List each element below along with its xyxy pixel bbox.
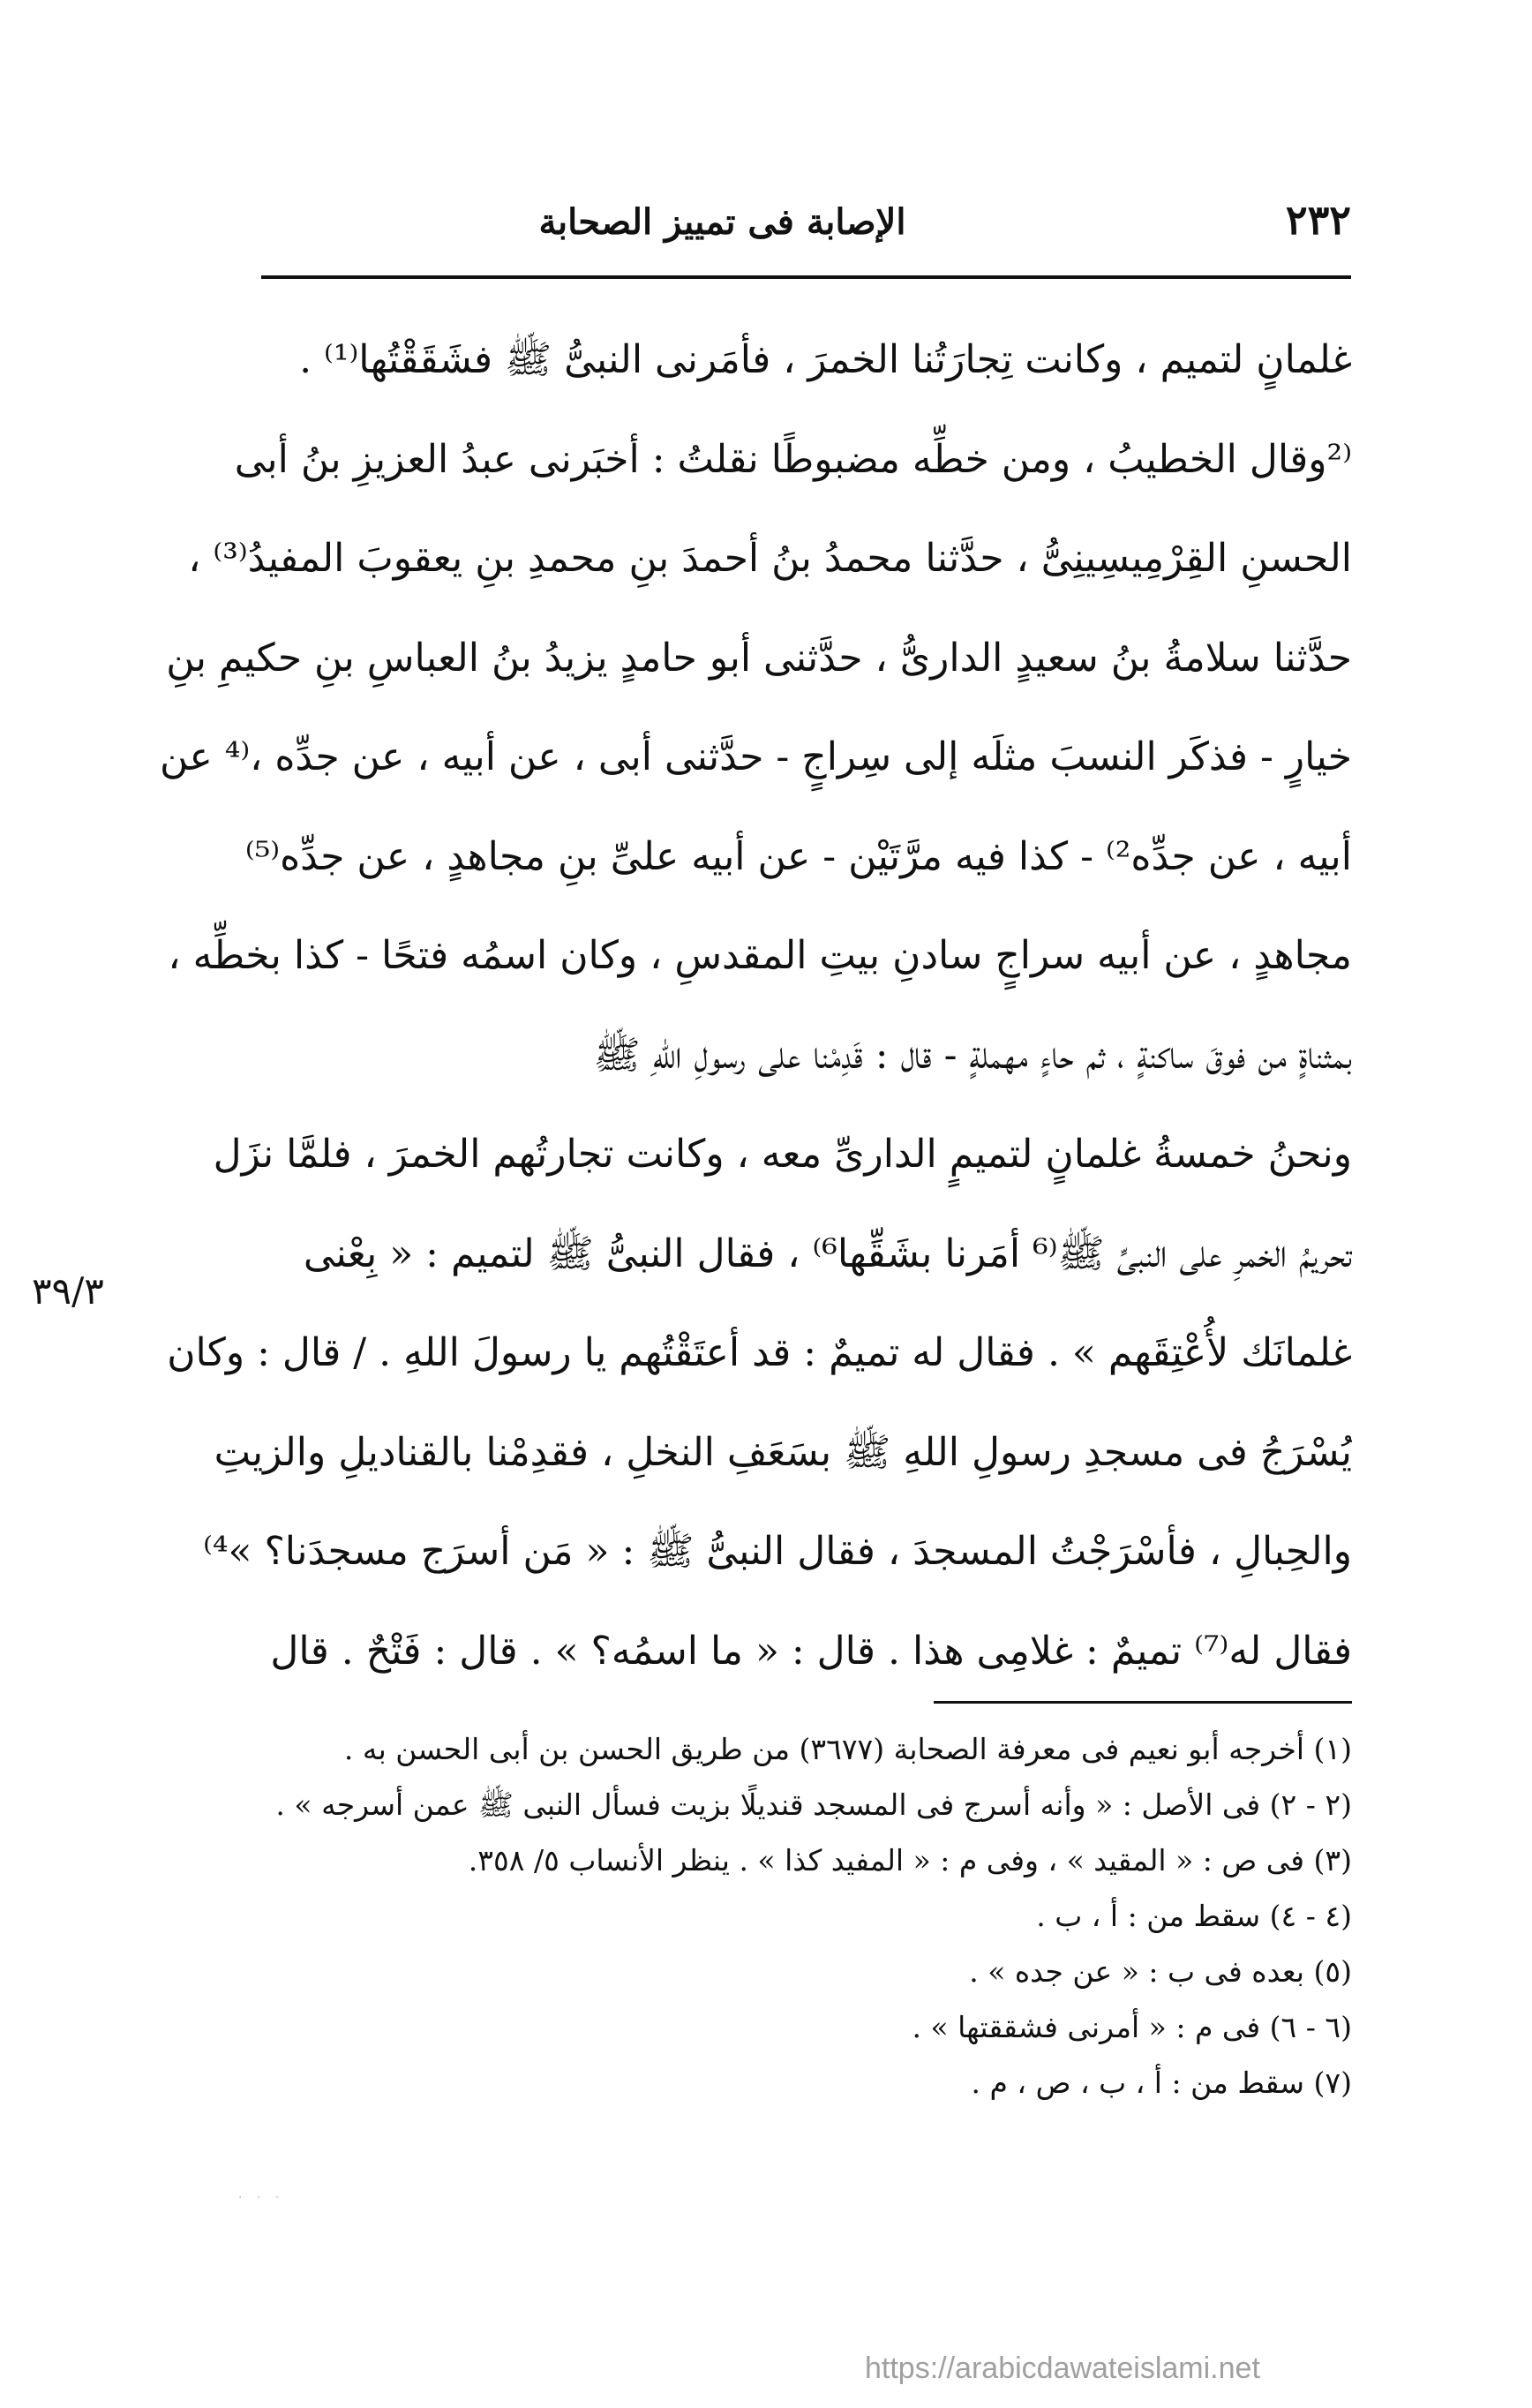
text-line: الحسنِ القِرْمِيسِينِىُّ ، حدَّثنا محمدُ بنُ أحمدَ بنِ محمدِ بنِ يعقوبَ المفيدُ⁽³⁾ ، — [188, 536, 1352, 581]
source-watermark: https://arabicdawateislami.net — [865, 2352, 1260, 2385]
page-number: ٢٣٢ — [1285, 196, 1351, 244]
text-line: مجاهدٍ ، عن أبيه سراجٍ سادنِ بيتِ المقدسِ ، وكان اسمُه فتحًا - كذا بخطِّه ، — [168, 933, 1352, 978]
text-line: ⁽²وقال الخطيبُ ، ومن خطِّه مضبوطًا نقلتُ : أخبَرنى عبدُ العزيزِ بنُ أبى — [234, 436, 1352, 482]
footnote: (٥) بعده فى ب : « عن جده » . — [969, 1954, 1352, 1989]
running-title: الإصابة فى تمييز الصحابة — [538, 201, 906, 243]
text-line: يُسْرَجُ فى مسجدِ رسولِ اللهِ ﷺ بسَعَفِ النخلِ ، فقدِمْنا بالقناديلِ والزيتِ — [214, 1429, 1352, 1475]
footnote: (٧) سقط من : أ ، ب ، ص ، م . — [971, 2066, 1352, 2100]
text-line: والحِبالِ ، فأسْرَجْتُ المسجدَ ، فقال النبىُّ ﷺ : « مَن أسرَج مسجدَنا؟ »⁴⁾ — [203, 1529, 1352, 1574]
footnotes — [261, 1721, 1352, 2111]
footnote: (١) أخرجه أبو نعيم فى معرفة الصحابة (٣٦٧٧) من طريق الحسن بن أبى الحسن به . — [343, 1732, 1352, 1766]
margin-volume-page-reference: ٣٩/٣ — [32, 1269, 104, 1313]
header-rule — [261, 275, 1351, 279]
text-line: غلمانٍ لتميم ، وكانت تِجارَتُنا الخمرَ ، فأمَرنى النبىُّ ﷺ فشَقَقْتُها⁽¹⁾ . — [299, 337, 1352, 382]
text-line: فقال له⁽⁷⁾ تميمٌ : غلامِى هذا . قال : « ما اسمُه؟ » . قال : فَتْحٌ . قال — [270, 1628, 1352, 1674]
text-line: بمثناةٍ من فوقَ ساكنةٍ ، ثم حاءٍ مهملةٍ - قال : قَدِمْنا على رسولِ اللهِ ﷺ — [593, 1032, 1352, 1078]
footnote: (٦ - ٦) فى م : « أمرنى فشققتها » . — [912, 2010, 1352, 2044]
page-header — [261, 192, 1351, 254]
text-line: ونحنُ خمسةُ غلمانٍ لتميمٍ الدارىِّ معه ، وكانت تجارتُهم الخمرَ ، فلمَّا نزَل — [213, 1132, 1352, 1177]
text-line: حدَّثنا سلامةُ بنُ سعيدٍ الدارىُّ ، حدَّثنى أبو حامدٍ يزيدُ بنُ العباسِ بنِ حكيمِ بنِ — [166, 635, 1352, 681]
footnote: (٤ - ٤) سقط من : أ ، ب . — [1036, 1899, 1352, 1933]
text-line: غلمانَك لأُعْتِقَهم » . فقال له تميمٌ : قد أعتَقْتُهم يا رسولَ اللهِ . / قال : وكان — [167, 1330, 1352, 1375]
scan-speck: · · · — [238, 2191, 285, 2205]
footnote-separator — [934, 1701, 1352, 1704]
footnote: (٣) فى ص : « المقيد » ، وفى م : « المفيد كذا » . ينظر الأنساب ٥/ ٣٥٨. — [468, 1843, 1352, 1877]
text-line: تحريمُ الخمرِ على النبىِّ ﷺ⁽⁶ أمَرنا بشَقِّها⁶⁾ ، فقال النبىُّ ﷺ لتميم : « بِعْنى — [303, 1230, 1352, 1276]
text-line: خيارٍ - فذكَر النسبَ مثلَه إلى سِراجٍ - حدَّثنى أبى ، عن أبيه ، عن جدِّه ،⁽⁴ عن — [159, 734, 1352, 779]
main-text — [132, 311, 1352, 1701]
footnote: (٢ - ٢) فى الأصل : « وأنه أسرج فى المسجد قنديلًا بزيت فسأل النبى ﷺ عمن أسرجه » . — [275, 1787, 1352, 1822]
text-line: أبيه ، عن جدِّه²⁾ - كذا فيه مرَّتَيْن - عن أبيه علىِّ بنِ مجاهدٍ ، عن جدِّه⁽⁵⁾ — [244, 833, 1352, 879]
